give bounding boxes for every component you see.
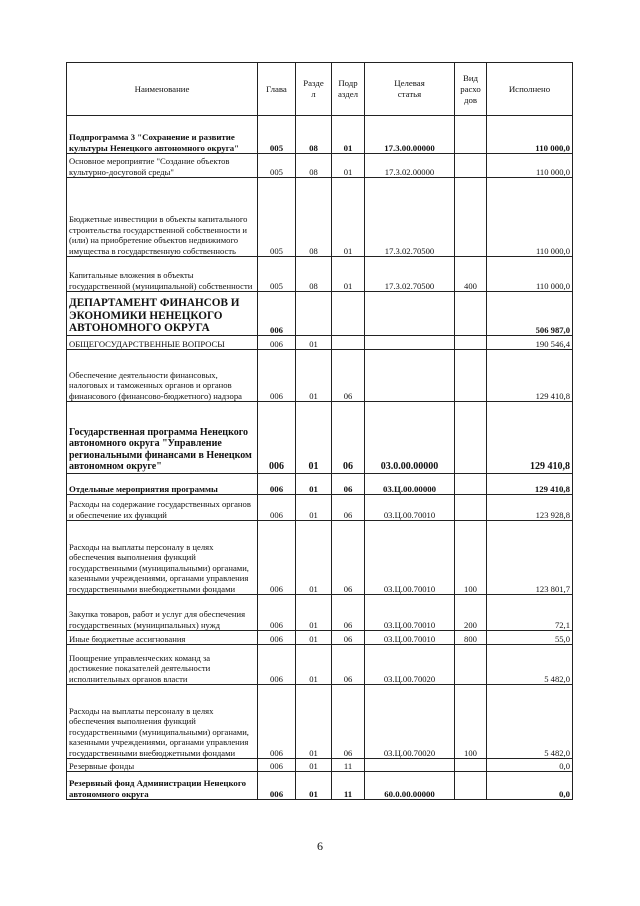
row-target-article: 03.Ц.00.00000: [365, 474, 455, 495]
row-expense-type: 100: [455, 521, 487, 595]
row-expense-type: [455, 772, 487, 800]
table-row: [67, 292, 573, 336]
table-row: [67, 495, 573, 521]
row-expense-type: 800: [455, 631, 487, 645]
row-razdel: 08: [296, 178, 332, 257]
row-podrazdel: 06: [332, 495, 365, 521]
table-row: [67, 257, 573, 292]
row-target-article: [365, 350, 455, 402]
row-executed-value: 5 482,0: [487, 645, 573, 685]
row-podrazdel: 06: [332, 474, 365, 495]
row-razdel: 01: [296, 495, 332, 521]
row-podrazdel: 01: [332, 257, 365, 292]
table-body: [67, 116, 573, 800]
row-glava: 006: [258, 474, 296, 495]
row-podrazdel: 01: [332, 154, 365, 178]
row-executed-value: 110 000,0: [487, 257, 573, 292]
row-executed-value: 190 546,4: [487, 336, 573, 350]
row-expense-type: 400: [455, 257, 487, 292]
row-expense-type: [455, 495, 487, 521]
row-name: Расходы на выплаты персоналу в целях обеспечения выполнения функций государственными (муниципальными) органами, казенными учреждениями, органами управления государственными внебюджетными фондами: [67, 521, 258, 595]
row-podrazdel: 06: [332, 350, 365, 402]
row-expense-type: [455, 116, 487, 154]
row-glava: 006: [258, 595, 296, 631]
row-name: Расходы на содержание государственных органов и обеспечение их функций: [67, 495, 258, 521]
row-expense-type: [455, 154, 487, 178]
header-name: Наименование: [67, 63, 258, 116]
table-row: [67, 154, 573, 178]
row-glava: 006: [258, 645, 296, 685]
row-expense-type: [455, 292, 487, 336]
table-row: [67, 631, 573, 645]
row-executed-value: 110 000,0: [487, 154, 573, 178]
row-razdel: 01: [296, 631, 332, 645]
table-row: [67, 521, 573, 595]
row-podrazdel: 01: [332, 178, 365, 257]
row-name: Подпрограмма 3 "Сохранение и развитие культуры Ненецкого автономного округа": [67, 116, 258, 154]
row-glava: 006: [258, 336, 296, 350]
row-glava: 006: [258, 685, 296, 759]
row-razdel: 01: [296, 595, 332, 631]
budget-table: [66, 62, 573, 800]
row-name: Резервный фонд Администрации Ненецкого автономного округа: [67, 772, 258, 800]
row-target-article: [365, 759, 455, 772]
row-target-article: 03.0.00.00000: [365, 402, 455, 474]
row-expense-type: [455, 336, 487, 350]
table-row: [67, 116, 573, 154]
row-podrazdel: 06: [332, 521, 365, 595]
table-row: [67, 772, 573, 800]
page-number: 6: [317, 839, 323, 853]
row-executed-value: 123 928,8: [487, 495, 573, 521]
row-glava: 006: [258, 631, 296, 645]
row-executed-value: 129 410,8: [487, 350, 573, 402]
row-podrazdel: 06: [332, 595, 365, 631]
row-razdel: 08: [296, 257, 332, 292]
row-podrazdel: 06: [332, 631, 365, 645]
row-name: Основное мероприятие "Создание объектов культурно-досуговой среды": [67, 154, 258, 178]
row-expense-type: [455, 178, 487, 257]
header-razdel: Разде л: [296, 63, 332, 116]
row-expense-type: 100: [455, 685, 487, 759]
row-razdel: 01: [296, 402, 332, 474]
row-glava: 006: [258, 772, 296, 800]
table-row: [67, 645, 573, 685]
row-razdel: 01: [296, 350, 332, 402]
row-executed-value: 129 410,8: [487, 474, 573, 495]
row-target-article: 03.Ц.00.70020: [365, 685, 455, 759]
row-executed-value: 129 410,8: [487, 402, 573, 474]
row-glava: 005: [258, 154, 296, 178]
table-row: [67, 474, 573, 495]
row-podrazdel: 06: [332, 685, 365, 759]
row-target-article: 03.Ц.00.70010: [365, 521, 455, 595]
row-expense-type: 200: [455, 595, 487, 631]
row-glava: 006: [258, 292, 296, 336]
header-target: Целевая статья: [365, 63, 455, 116]
row-razdel: 01: [296, 685, 332, 759]
table-row: [67, 685, 573, 759]
header-podrazdel: Подр аздел: [332, 63, 365, 116]
row-name: Закупка товаров, работ и услуг для обеспечения государственных (муниципальных) нужд: [67, 595, 258, 631]
table-row: [67, 178, 573, 257]
row-expense-type: [455, 402, 487, 474]
row-razdel: 01: [296, 521, 332, 595]
row-razdel: 01: [296, 474, 332, 495]
row-expense-type: [455, 350, 487, 402]
row-target-article: 03.Ц.00.70010: [365, 495, 455, 521]
row-executed-value: 5 482,0: [487, 685, 573, 759]
row-glava: 006: [258, 521, 296, 595]
row-executed-value: 0,0: [487, 772, 573, 800]
row-target-article: 17.3.02.70500: [365, 257, 455, 292]
row-podrazdel: 11: [332, 759, 365, 772]
header-executed: Исполнено: [487, 63, 573, 116]
row-expense-type: [455, 474, 487, 495]
row-executed-value: 55,0: [487, 631, 573, 645]
row-expense-type: [455, 759, 487, 772]
row-target-article: 60.0.00.00000: [365, 772, 455, 800]
row-executed-value: 123 801,7: [487, 521, 573, 595]
table-row: [67, 759, 573, 772]
row-podrazdel: 06: [332, 645, 365, 685]
row-name: Капитальные вложения в объекты государственной (муниципальной) собственности: [67, 257, 258, 292]
row-razdel: 01: [296, 759, 332, 772]
row-razdel: 08: [296, 154, 332, 178]
row-expense-type: [455, 645, 487, 685]
row-name: Бюджетные инвестиции в объекты капитального строительства государственной собственности и (или) на приобретение объектов недвижимого имущества в государственную собственность: [67, 178, 258, 257]
row-name: Государственная программа Ненецкого автономного округа "Управление региональными финансами в Ненецком автономном округе": [67, 402, 258, 474]
row-name: Расходы на выплаты персоналу в целях обеспечения выполнения функций государственными (муниципальными) органами, казенными учреждениями, органами управления государственными внебюджетными фондами: [67, 685, 258, 759]
row-executed-value: 72,1: [487, 595, 573, 631]
row-razdel: 01: [296, 645, 332, 685]
row-podrazdel: 06: [332, 402, 365, 474]
header-glava: Глава: [258, 63, 296, 116]
table-row: [67, 336, 573, 350]
row-target-article: [365, 292, 455, 336]
row-target-article: 17.3.02.00000: [365, 154, 455, 178]
row-glava: 005: [258, 116, 296, 154]
table-row: [67, 350, 573, 402]
row-name: Иные бюджетные ассигнования: [67, 631, 258, 645]
row-podrazdel: [332, 336, 365, 350]
row-executed-value: 110 000,0: [487, 178, 573, 257]
row-glava: 006: [258, 350, 296, 402]
table-row: [67, 402, 573, 474]
row-razdel: [296, 292, 332, 336]
row-glava: 006: [258, 759, 296, 772]
row-podrazdel: [332, 292, 365, 336]
row-name: Отдельные мероприятия программы: [67, 474, 258, 495]
row-target-article: 17.3.00.00000: [365, 116, 455, 154]
row-executed-value: 0,0: [487, 759, 573, 772]
row-target-article: 17.3.02.70500: [365, 178, 455, 257]
row-razdel: 08: [296, 116, 332, 154]
row-glava: 006: [258, 402, 296, 474]
row-podrazdel: 01: [332, 116, 365, 154]
table-header-row: [67, 63, 573, 116]
row-glava: 005: [258, 257, 296, 292]
row-name: Резервные фонды: [67, 759, 258, 772]
header-vid: Вид расхо дов: [455, 63, 487, 116]
row-executed-value: 110 000,0: [487, 116, 573, 154]
row-podrazdel: 11: [332, 772, 365, 800]
row-executed-value: 506 987,0: [487, 292, 573, 336]
row-target-article: [365, 336, 455, 350]
table-row: [67, 595, 573, 631]
row-name: Обеспечение деятельности финансовых, налоговых и таможенных органов и органов финансового (финансово-бюджетного) надзора: [67, 350, 258, 402]
row-target-article: 03.Ц.00.70020: [365, 645, 455, 685]
row-name: Поощрение управленческих команд за достижение показателей деятельности исполнительных органов власти: [67, 645, 258, 685]
row-target-article: 03.Ц.00.70010: [365, 595, 455, 631]
row-glava: 005: [258, 178, 296, 257]
row-razdel: 01: [296, 336, 332, 350]
row-razdel: 01: [296, 772, 332, 800]
row-glava: 006: [258, 495, 296, 521]
row-name: ДЕПАРТАМЕНТ ФИНАНСОВ И ЭКОНОМИКИ НЕНЕЦКОГО АВТОНОМНОГО ОКРУГА: [67, 292, 258, 336]
row-name: ОБЩЕГОСУДАРСТВЕННЫЕ ВОПРОСЫ: [67, 336, 258, 350]
row-target-article: 03.Ц.00.70010: [365, 631, 455, 645]
